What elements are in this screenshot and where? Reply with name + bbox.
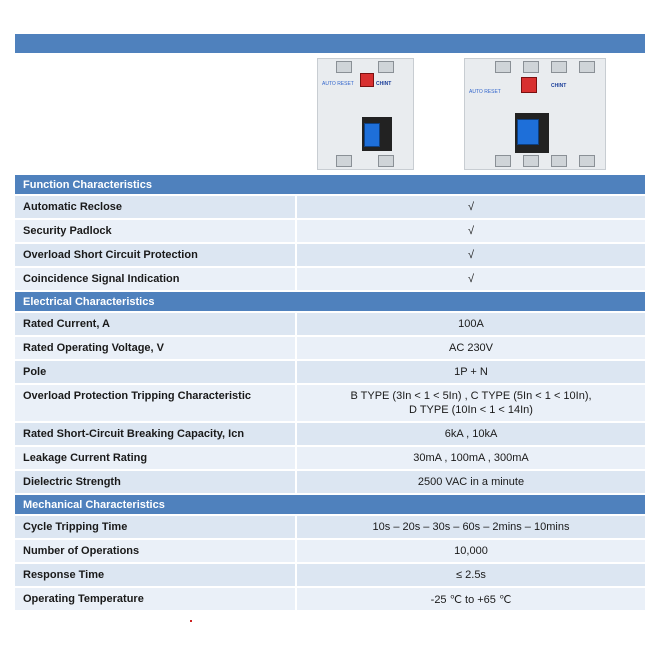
row-label: Security Padlock <box>15 220 295 242</box>
table-top-header <box>15 34 645 53</box>
header-right-cell <box>297 34 645 53</box>
rccb-4pole-image <box>464 58 606 170</box>
product-image-row <box>15 55 645 173</box>
section-header-blank <box>297 292 645 311</box>
row-value: √ <box>297 244 645 266</box>
table-row <box>15 268 645 290</box>
table-row <box>15 361 645 383</box>
badge-text: AUTO RESET <box>322 81 354 87</box>
terminal <box>495 155 511 167</box>
section-header-blank <box>297 175 645 194</box>
terminal <box>378 61 394 73</box>
table-row <box>15 196 645 218</box>
row-value: 2500 VAC in a minute <box>297 471 645 493</box>
row-label: Rated Operating Voltage, V <box>15 337 295 359</box>
terminal <box>579 61 595 73</box>
table-row <box>15 447 645 469</box>
table-row <box>15 540 645 562</box>
terminal <box>523 155 539 167</box>
reset-indicator <box>360 73 374 87</box>
row-label: Automatic Reclose <box>15 196 295 218</box>
row-value: 1P + N <box>297 361 645 383</box>
row-value: AC 230V <box>297 337 645 359</box>
brand-text: CHINT <box>376 81 392 87</box>
section-title: Mechanical Characteristics <box>15 495 295 514</box>
terminal <box>579 155 595 167</box>
table-row <box>15 588 645 610</box>
row-label: Pole <box>15 361 295 383</box>
row-value: 30mA , 100mA , 300mA <box>297 447 645 469</box>
toggle-handle <box>364 123 380 147</box>
terminal <box>551 61 567 73</box>
row-label: Number of Operations <box>15 540 295 562</box>
row-value: √ <box>297 268 645 290</box>
header-left-cell <box>15 34 295 53</box>
row-label: Rated Current, A <box>15 313 295 335</box>
image-label-cell <box>15 55 295 173</box>
row-value: √ <box>297 196 645 218</box>
section-title: Electrical Characteristics <box>15 292 295 311</box>
row-value: -25 ℃ to +65 ℃ <box>297 588 645 610</box>
spec-table <box>15 34 645 612</box>
terminal <box>495 61 511 73</box>
table-row <box>15 564 645 586</box>
table-row <box>15 337 645 359</box>
row-value: 100A <box>297 313 645 335</box>
terminal <box>551 155 567 167</box>
table-row <box>15 516 645 538</box>
reset-indicator <box>521 77 537 93</box>
section-header-blank <box>297 495 645 514</box>
row-label: Cycle Tripping Time <box>15 516 295 538</box>
row-value: √ <box>297 220 645 242</box>
row-label: Coincidence Signal Indication <box>15 268 295 290</box>
table-row <box>15 471 645 493</box>
row-value: 10,000 <box>297 540 645 562</box>
table-row <box>15 385 645 421</box>
row-label: Leakage Current Rating <box>15 447 295 469</box>
row-value: ≤ 2.5s <box>297 564 645 586</box>
terminal <box>523 61 539 73</box>
stray-mark <box>190 620 192 622</box>
row-label: Response Time <box>15 564 295 586</box>
table-row <box>15 313 645 335</box>
toggle-handle <box>517 119 539 145</box>
table-row <box>15 220 645 242</box>
badge-text: AUTO RESET <box>469 89 501 95</box>
row-label: Operating Temperature <box>15 588 295 610</box>
section-header-electrical <box>15 292 645 311</box>
terminal <box>336 61 352 73</box>
brand-text: CHINT <box>551 83 567 89</box>
section-header-mechanical <box>15 495 645 514</box>
row-label: Rated Short-Circuit Breaking Capacity, Icn <box>15 423 295 445</box>
row-label: Dielectric Strength <box>15 471 295 493</box>
image-cell <box>297 55 645 173</box>
table-row <box>15 244 645 266</box>
section-title: Function Characteristics <box>15 175 295 194</box>
table-row <box>15 423 645 445</box>
rccb-2pole-image <box>317 58 414 170</box>
row-value: 6kA , 10kA <box>297 423 645 445</box>
terminal <box>378 155 394 167</box>
section-header-function <box>15 175 645 194</box>
row-value: B TYPE (3In < 1 < 5In) , C TYPE (5In < 1 < 10In), D TYPE (10In < 1 < 14In) <box>297 385 645 421</box>
row-label: Overload Short Circuit Protection <box>15 244 295 266</box>
row-value: 10s – 20s – 30s – 60s – 2mins – 10mins <box>297 516 645 538</box>
row-label: Overload Protection Tripping Characteristic <box>15 385 295 421</box>
terminal <box>336 155 352 167</box>
